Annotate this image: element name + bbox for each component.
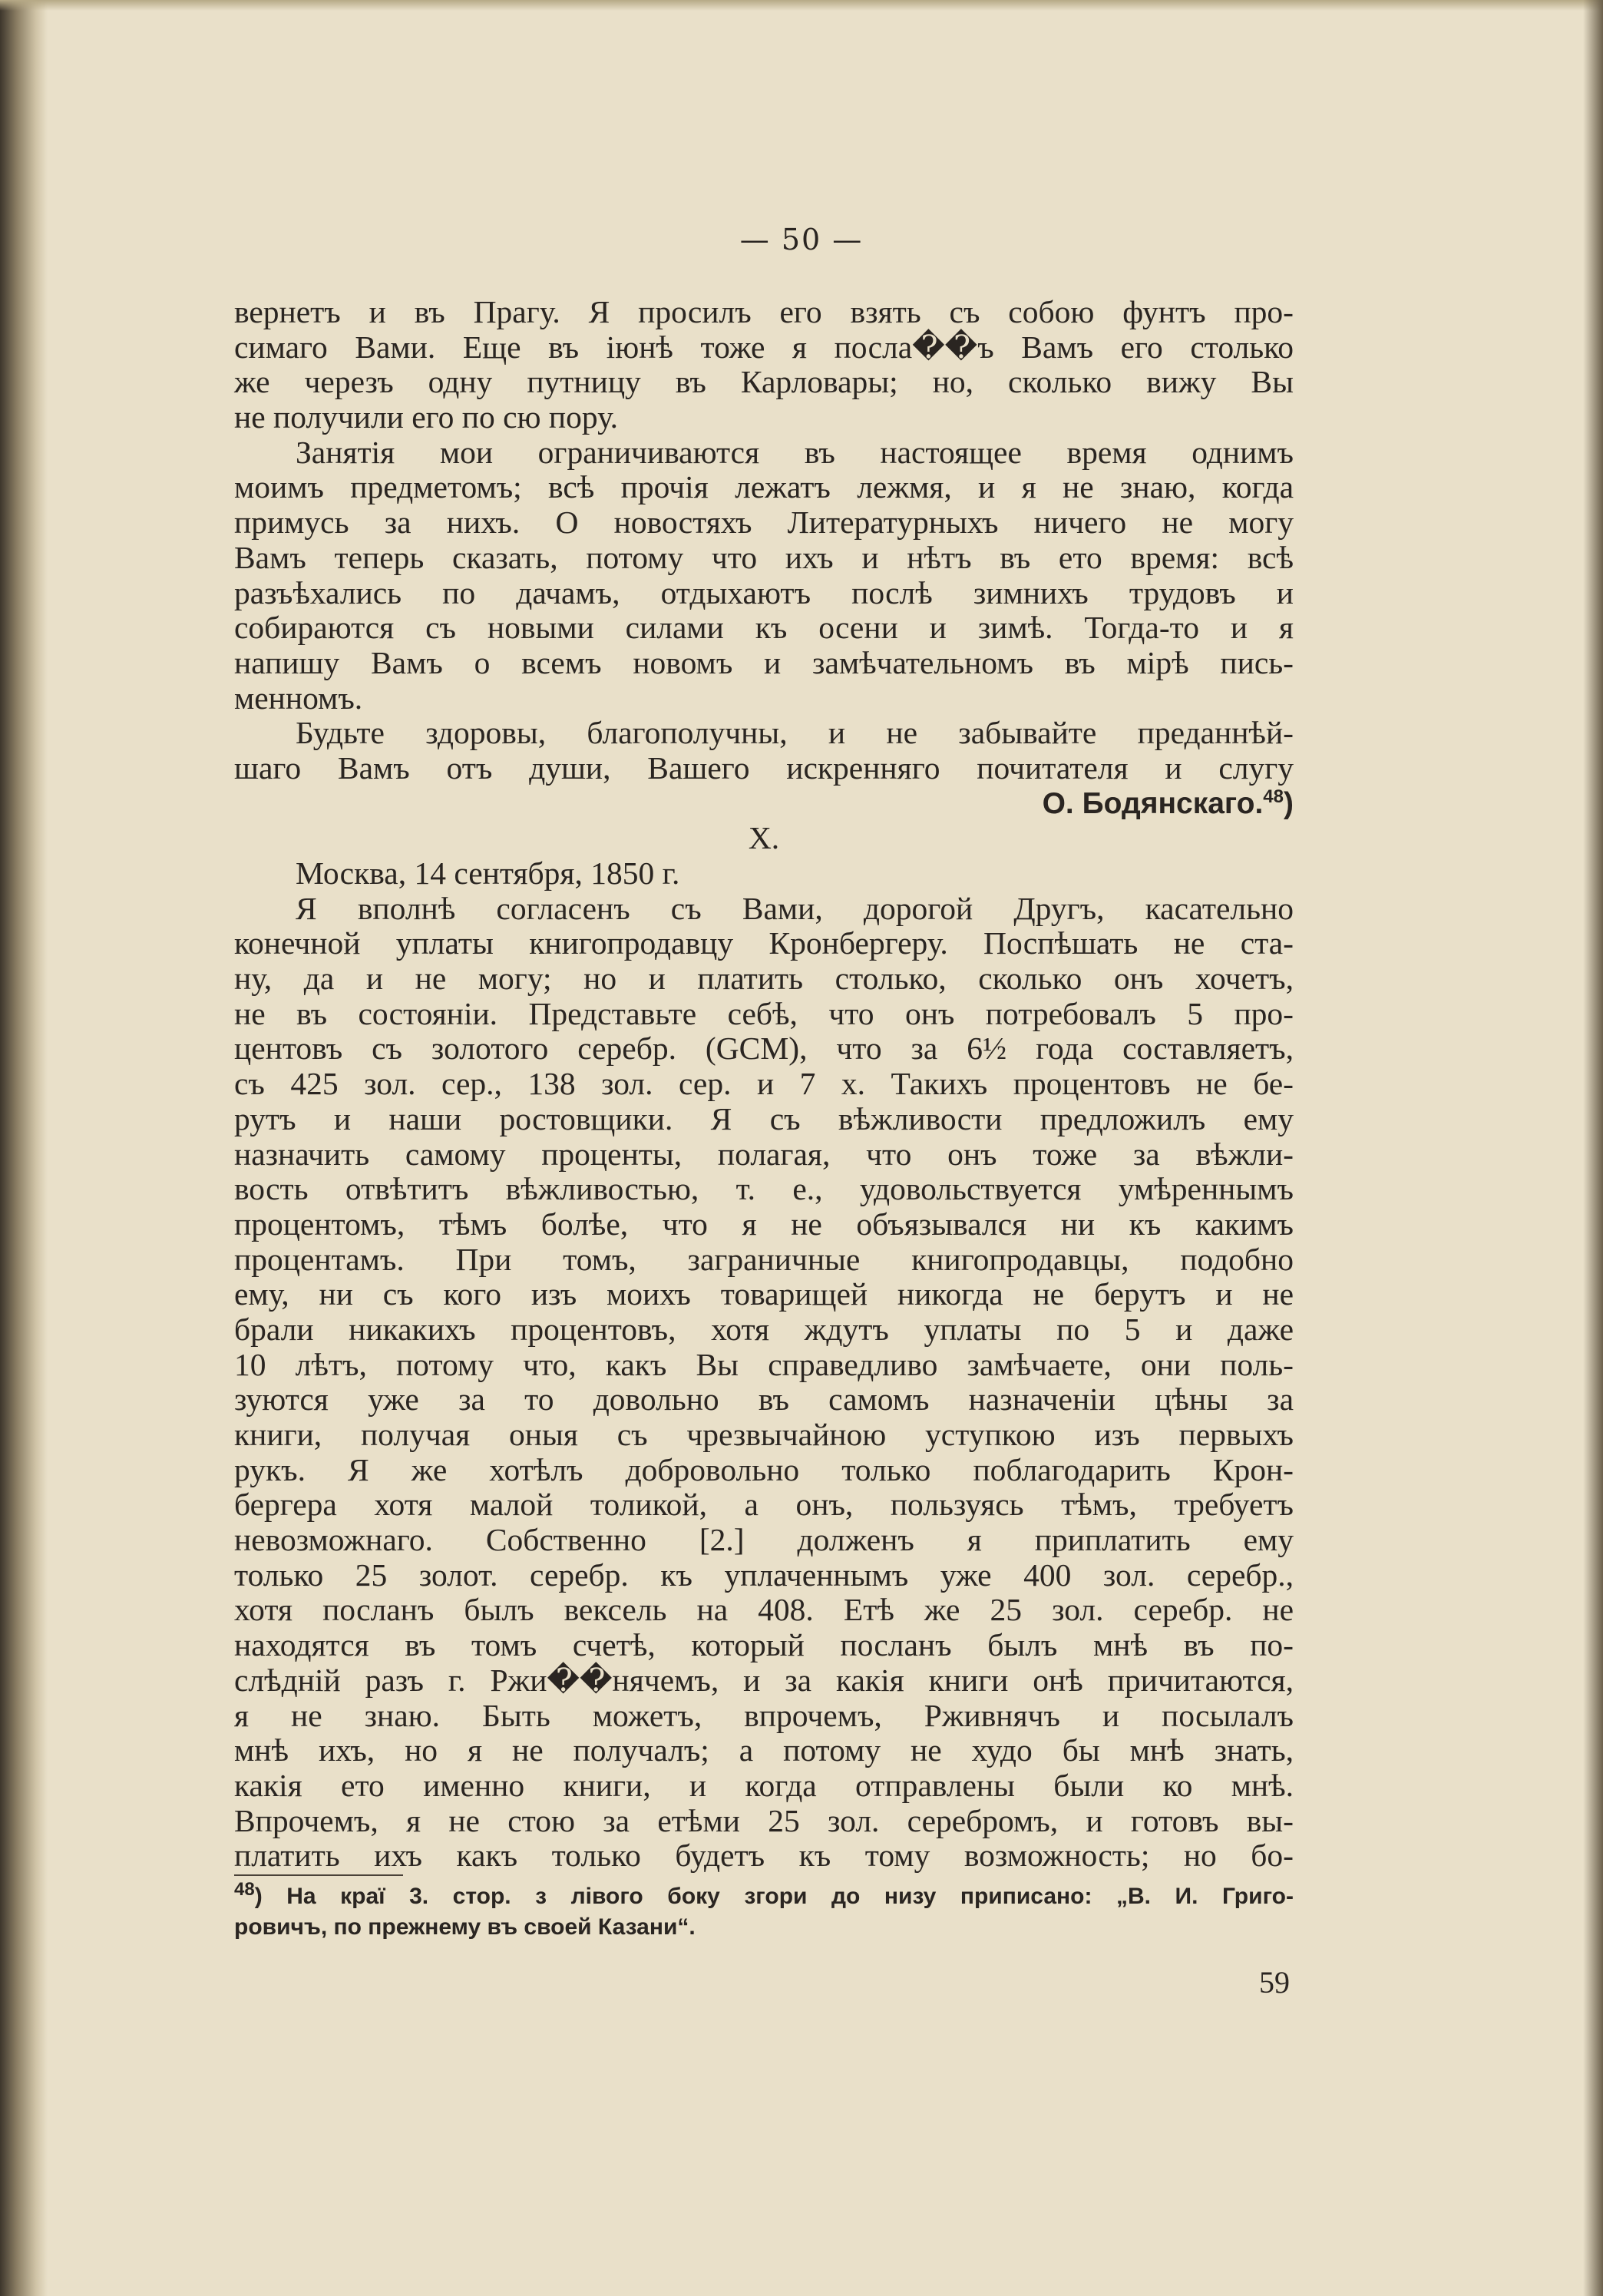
text-line: напишу Вамъ о всемъ новомъ и замѣчательномъ въ мірѣ пись- bbox=[234, 644, 1294, 680]
text-line: Я вполнѣ согласенъ съ Вами, дорогой Другъ, касательно bbox=[296, 890, 1294, 926]
running-head: — 50 — bbox=[739, 223, 864, 256]
footnote-text: ) На краї 3. стор. з лівого боку згори до низу приписано: „В. И. Григо- bbox=[254, 1884, 1294, 1909]
text-line: назначить самому проценты, полагая, что онъ тоже за вѣжли- bbox=[234, 1136, 1294, 1172]
text-line: платить ихъ какъ только будетъ къ тому возможность; но бо- bbox=[234, 1838, 1294, 1874]
text-line: какія ето именно книги, и когда отправлены были ко мнѣ. bbox=[234, 1767, 1294, 1803]
text-line: Будьте здоровы, благополучны, и не забывайте преданнѣй- bbox=[296, 715, 1294, 751]
dateline: Москва, 14 сентября, 1850 г. bbox=[296, 855, 680, 891]
page-right-edge bbox=[1583, 0, 1603, 2296]
letter-number: X. bbox=[748, 820, 780, 856]
text-line: Вамъ теперь сказать, потому что ихъ и нѣтъ въ ето время: всѣ bbox=[234, 539, 1294, 575]
text-line: симаго Вами. Еще въ іюнѣ тоже я посла��ъ Вамъ его столько bbox=[234, 329, 1294, 365]
signature-name: О. Бодянскаго. bbox=[1042, 786, 1264, 820]
text-line: разъѣхались по дачамъ, отдыхаютъ послѣ зимнихъ трудовъ и bbox=[234, 574, 1294, 610]
text-line: не въ состояніи. Представьте себѣ, что онъ потребовалъ 5 про- bbox=[234, 995, 1294, 1031]
footnote-line bbox=[234, 1881, 1294, 1912]
text-line: съ 425 зол. сер., 138 зол. сер. и 7 х. Такихъ процентовъ не бе- bbox=[234, 1066, 1294, 1102]
text-line: моимъ предметомъ; всѣ прочія лежатъ лежмя, и я не знаю, когда bbox=[234, 469, 1294, 505]
text-line: книги, получая оныя съ чрезвычайною уступкою изъ первыхъ bbox=[234, 1417, 1294, 1452]
text-line: ну, да и не могу; но и платить столько, сколько онъ хочетъ, bbox=[234, 961, 1294, 997]
text-line: примусь за нихъ. О новостяхъ Литературныхъ ничего не могу bbox=[234, 505, 1294, 541]
text-line: бергера хотя малой толикой, а онъ, пользуясь тѣмъ, требуетъ bbox=[234, 1487, 1294, 1523]
footnote bbox=[234, 1881, 1294, 1943]
text-line: невозможнаго. Собственно [2.] долженъ я приплатить ему bbox=[234, 1522, 1294, 1558]
main-text bbox=[234, 295, 1294, 1874]
text-line: ему, ни съ кого изъ моихъ товарищей никогда не берутъ и не bbox=[234, 1276, 1294, 1312]
text-line: 10 лѣтъ, потому что, какъ Вы справедливо замѣчаете, они поль- bbox=[234, 1346, 1294, 1382]
text-line: я не знаю. Быть можетъ, впрочемъ, Рживнячъ и посылалъ bbox=[234, 1697, 1294, 1733]
text-line: зуются уже за то довольно въ самомъ назначеніи цѣны за bbox=[234, 1381, 1294, 1418]
text-line: мнѣ ихъ, но я не получалъ; а потому не худо бы мнѣ знать, bbox=[234, 1732, 1294, 1768]
text-line: менномъ. bbox=[234, 680, 363, 716]
text-line: слѣдній разъ г. Ржи��нячемъ, и за какія книги онѣ причитаются, bbox=[234, 1662, 1294, 1698]
text-line: хотя посланъ былъ вексель на 408. Етѣ же 25 зол. серебр. не bbox=[234, 1592, 1294, 1628]
footnote-marker: 48 bbox=[234, 1879, 255, 1900]
text-line: конечной уплаты книгопродавцу Кронбергеру. Поспѣшать не ста- bbox=[234, 925, 1294, 961]
text-line: же черезъ одну путницу въ Карловары; но, сколько вижу Вы bbox=[234, 364, 1294, 400]
footnote-line: ровичъ, по прежнему въ своей Казани“. bbox=[234, 1914, 696, 1940]
text-line: Занятія мои ограничиваются въ настоящее время однимъ bbox=[296, 434, 1294, 470]
text-line: вость отвѣтитъ вѣжливостью, т. е., удовольствуется умѣреннымъ bbox=[234, 1171, 1294, 1207]
signature bbox=[234, 786, 1294, 822]
text-line: Впрочемъ, я не стою за етѣми 25 зол. серебромъ, и готовъ вы- bbox=[234, 1802, 1294, 1838]
text-line: только 25 золот. серебр. къ уплаченнымъ уже 400 зол. серебр., bbox=[234, 1557, 1294, 1593]
text-line: процентомъ, тѣмъ болѣе, что я не объязывался ни къ какимъ bbox=[234, 1206, 1294, 1242]
page-top-edge bbox=[0, 0, 1603, 11]
text-line: брали никакихъ процентовъ, хотя ждутъ уплаты по 5 и даже bbox=[234, 1311, 1294, 1347]
text-line: вернетъ и въ Прагу. Я просилъ его взять съ собою фунтъ про- bbox=[234, 294, 1294, 329]
text-line: шаго Вамъ отъ души, Вашего искренняго почитателя и слугу bbox=[234, 749, 1294, 786]
text-line: не получили его по сю пору. bbox=[234, 399, 619, 435]
footnote-ref: 48 bbox=[1263, 786, 1284, 807]
text-line: процентамъ. При томъ, заграничные книгопродавцы, подобно bbox=[234, 1241, 1294, 1277]
text-line: находятся въ томъ счетѣ, который посланъ былъ мнѣ въ по- bbox=[234, 1627, 1294, 1663]
text-line: рукъ. Я же хотѣлъ добровольно только поблагодарить Крон- bbox=[234, 1451, 1294, 1487]
footnote-rule bbox=[234, 1874, 403, 1876]
page-number: 59 bbox=[1259, 1965, 1290, 2000]
text-line: центовъ съ золотого серебр. (GCM), что за 6½ года составляетъ, bbox=[234, 1031, 1294, 1067]
signature-close: ) bbox=[1284, 786, 1294, 820]
text-line: рутъ и наши ростовщики. Я съ вѣжливости предложилъ ему bbox=[234, 1100, 1294, 1136]
text-line: собираются съ новыми силами къ осени и зимѣ. Тогда-то и я bbox=[234, 610, 1294, 646]
binding-shadow bbox=[0, 0, 48, 2296]
